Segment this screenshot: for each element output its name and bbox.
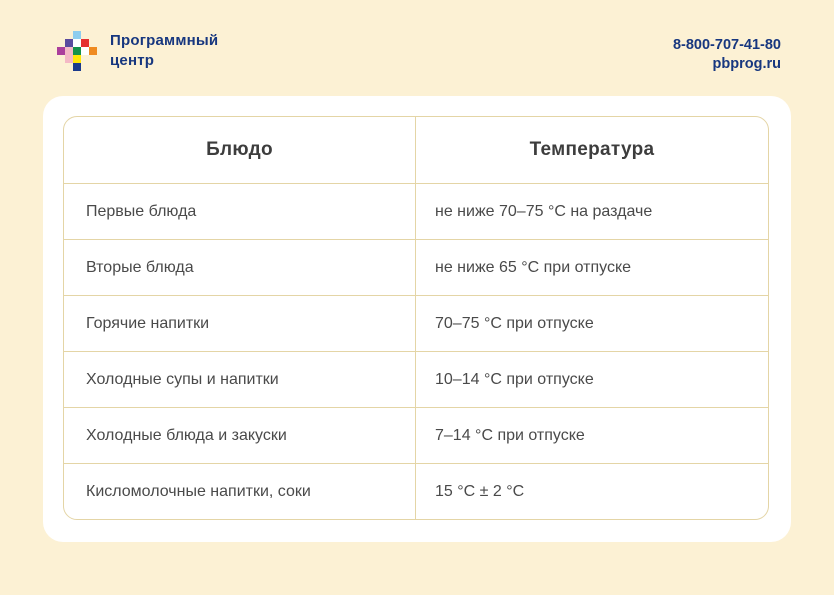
temperature-table [63,116,769,520]
dish-cell: Первые блюда [64,184,416,239]
table-header-row [64,117,768,184]
column-header-dish: Блюдо [64,117,416,183]
website-link: pbprog.ru [712,56,781,72]
table-row [64,464,768,519]
brand-name-line2: центр [110,52,155,69]
temperature-cell: не ниже 65 °C при отпуске [435,258,632,276]
table-row [64,352,768,408]
header [57,28,781,74]
table-row [64,240,768,296]
temperature-cell: 10–14 °C при отпуске [435,370,594,388]
dish-cell: Вторые блюда [64,240,416,295]
temperature-cell: 70–75 °C при отпуске [435,314,594,332]
table-row [64,296,768,352]
dish-cell: Горячие напитки [64,296,416,351]
dish-cell: Кисломолочные напитки, соки [64,464,416,519]
temperature-cell: не ниже 70–75 °C на раздаче [435,202,653,220]
table-row [64,184,768,240]
content-card [43,96,791,542]
contact-info [673,36,781,74]
brand [57,28,218,71]
table-row [64,408,768,464]
dish-cell: Холодные супы и напитки [64,352,416,407]
temperature-cell: 15 °C ± 2 °C [435,482,525,500]
column-header-temperature: Температура [529,139,655,160]
phone-number: 8-800-707-41-80 [672,37,781,53]
temperature-cell: 7–14 °C при отпуске [435,426,585,444]
dish-cell: Холодные блюда и закуски [64,408,416,463]
brand-name [110,31,218,71]
brand-name-line1: Программный [110,32,219,49]
pixel-logo-icon [57,31,97,71]
